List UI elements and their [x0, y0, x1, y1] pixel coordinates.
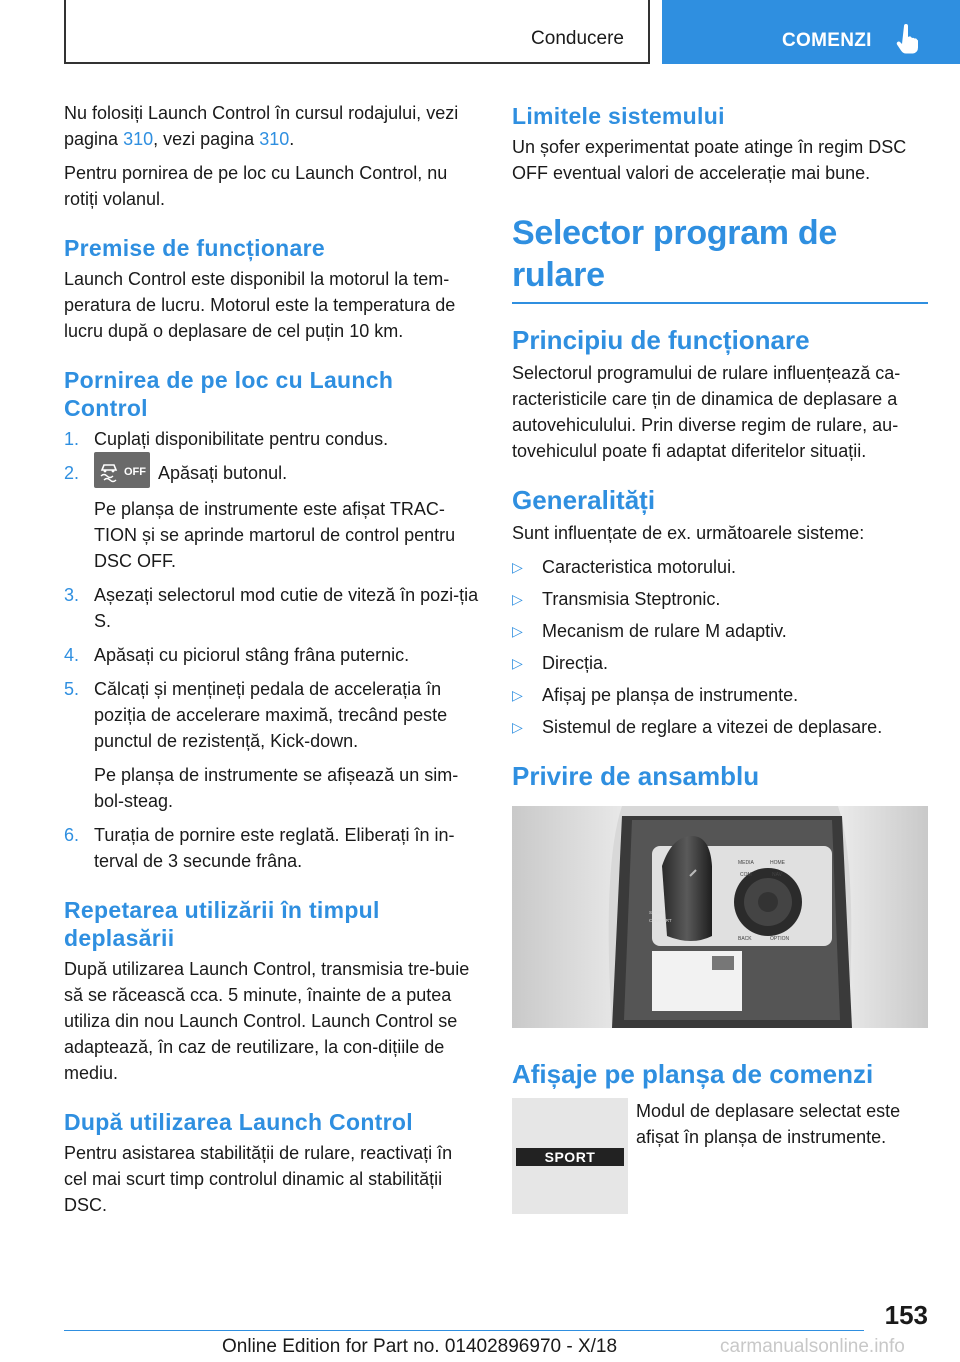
overview-heading: Privire de ansamblu	[512, 761, 760, 791]
display-text: Modul de deplasare selectat este afișat în planșa de instrumente.	[636, 1101, 901, 1147]
launch-control-rodaj-note	[64, 100, 480, 152]
page-header	[0, 0, 960, 66]
list-item-text: Caracteristica motorului.	[542, 557, 737, 577]
list-item-text: Afișaj pe planșa de instrumente.	[542, 685, 799, 705]
header-section-title: Conducere	[531, 28, 624, 49]
step-text: Apăsați butonul.	[158, 463, 288, 483]
triangle-bullet-icon: ▷	[512, 591, 523, 607]
step-text: Apăsați cu piciorul stâng frâna puternic.	[94, 645, 410, 666]
list-item	[512, 586, 928, 612]
step-text: Cuplați disponibilitate pentru condus.	[94, 429, 389, 449]
step-3	[64, 582, 480, 634]
start-steps-list	[64, 426, 480, 874]
repeat-text: După utilizarea Launch Control, transmisia tre-buie să se răcească cca. 5 minute, înainte de a putea utiliza din nou Launch Control. Launch Control se adaptează, în caz de reutilizare, la con-dițiile de mediu.	[64, 959, 470, 1084]
list-item-text: Mecanism de rulare M adaptiv.	[542, 621, 787, 641]
list-item	[512, 682, 928, 708]
left-column	[64, 100, 480, 1226]
footer-edition: Online Edition for Part no. 01402896970 - X/18	[222, 1336, 618, 1357]
sport-display-illustration	[512, 1098, 628, 1214]
steering-note: Pentru pornirea de pe loc cu Launch Control, nu rotiți volanul.	[64, 163, 448, 209]
list-item	[512, 714, 928, 740]
header-tab-label: COMENZI	[782, 30, 872, 51]
step-number: 1.	[64, 429, 80, 449]
header-tab-comenzi[interactable]	[662, 0, 960, 64]
header-section-box	[64, 0, 650, 64]
note-text: Nu folosiți Launch Control în cursul rodajului, vezi pagina	[64, 103, 459, 149]
photo-label-option: OPTION	[770, 936, 790, 942]
list-item	[512, 554, 928, 580]
step-number: 4.	[64, 645, 80, 666]
chapter-title: Selector program de rulare	[512, 212, 928, 304]
footer-brand-watermark: carmanualsonline.info	[720, 1336, 905, 1357]
step-text: Așezați selectorul mod cutie de viteză în pozi-ția S.	[94, 585, 479, 632]
dsc-button-label: OFF	[124, 466, 146, 479]
premise-text: Launch Control este disponibil la motorul la tem-peratura de lucru. Motorul este la temperatura de lucru după o deplasare de cel puțin 10 km.	[64, 269, 456, 341]
triangle-bullet-icon: ▷	[512, 559, 523, 575]
display-row	[512, 1098, 928, 1216]
limits-heading: Limitele sistemului	[512, 103, 725, 129]
general-heading: Generalități	[512, 485, 656, 515]
list-item	[512, 618, 928, 644]
page-link-310[interactable]: 310	[123, 129, 154, 149]
list-item-text: Transmisia Steptronic.	[542, 589, 721, 609]
step-number: 6.	[64, 825, 80, 846]
after-heading: După utilizarea Launch Control	[64, 1109, 413, 1136]
step-4	[64, 642, 480, 668]
step-text: Călcați și mențineți pedala de accelerația în poziția de accelerare maximă, trecând peste punctul de rezistență, Kick-down.	[94, 679, 448, 752]
photo-label-nav: NAV	[772, 872, 782, 878]
sport-mode-chip: SPORT	[516, 1148, 624, 1166]
note-text-2: , vezi pagina	[153, 129, 260, 149]
step-extra-text: Pe planșa de instrumente este afișat TRAC-TION și se aprinde martorul de control pentru DSC OFF.	[94, 499, 456, 572]
photo-label-comfort: COMFORT	[649, 918, 672, 923]
list-item-text: Sistemul de reglare a vitezei de deplasare.	[542, 717, 883, 737]
step-2	[64, 460, 480, 574]
step-number: 3.	[64, 585, 80, 606]
triangle-bullet-icon: ▷	[512, 655, 523, 671]
limits-text: Un șofer experimentat poate atinge în regim DSC OFF eventual valori de accelerație mai bune.	[512, 137, 907, 183]
triangle-bullet-icon: ▷	[512, 719, 523, 735]
photo-label-com: COM	[740, 872, 752, 878]
dsc-off-button-icon	[94, 452, 150, 488]
photo-label-sport: SPORT	[649, 910, 665, 915]
repeat-heading: Repetarea utilizării în timpul deplasării	[64, 897, 380, 952]
display-heading: Afișaje pe planșa de comenzi	[512, 1059, 874, 1089]
photo-label-media: MEDIA	[738, 860, 754, 866]
principle-heading: Principiu de funcționare	[512, 325, 810, 355]
premise-heading: Premise de funcționare	[64, 235, 325, 261]
page-link-310-second[interactable]: 310	[259, 129, 290, 149]
systems-list	[512, 554, 928, 740]
principle-text: Selectorul programului de rulare influențează ca-racteristicile care țin de dinamica de deplasare a autovehiculului. Prin diverse regim de rulare, au-tovehiculul poate fi adaptat diferitelor situații.	[512, 363, 901, 461]
start-heading: Pornirea de pe loc cu Launch Control	[64, 367, 394, 421]
step-number: 5.	[64, 679, 80, 700]
step-number: 2.	[64, 463, 80, 483]
general-text: Sunt influențate de ex. următoarele sisteme:	[512, 523, 865, 543]
step-text: Turația de pornire este reglată. Eliberați în in-terval de 3 secunde frâna.	[94, 825, 455, 872]
photo-label-home: HOME	[770, 860, 785, 866]
note-text-3: .	[289, 129, 295, 149]
page-number: 153	[884, 1300, 928, 1330]
step-1	[64, 426, 480, 452]
right-column	[512, 100, 928, 1216]
pointing-hand-icon	[896, 24, 922, 54]
step-extra-text: Pe planșa de instrumente se afișează un sim-bol-steag.	[94, 765, 459, 812]
list-item	[512, 650, 928, 676]
list-item-text: Direcția.	[542, 653, 609, 673]
center-console-photo	[512, 806, 928, 1028]
step-5	[64, 676, 480, 814]
after-text: Pentru asistarea stabilității de rulare, reactivați în cel mai scurt timp controlul dinamic al stabilității DSC.	[64, 1143, 453, 1216]
triangle-bullet-icon: ▷	[512, 687, 523, 703]
photo-label-back: BACK	[738, 936, 752, 942]
center-console-illustration	[512, 806, 928, 1028]
triangle-bullet-icon: ▷	[512, 623, 523, 639]
footer-divider	[64, 1330, 864, 1331]
step-6	[64, 822, 480, 874]
